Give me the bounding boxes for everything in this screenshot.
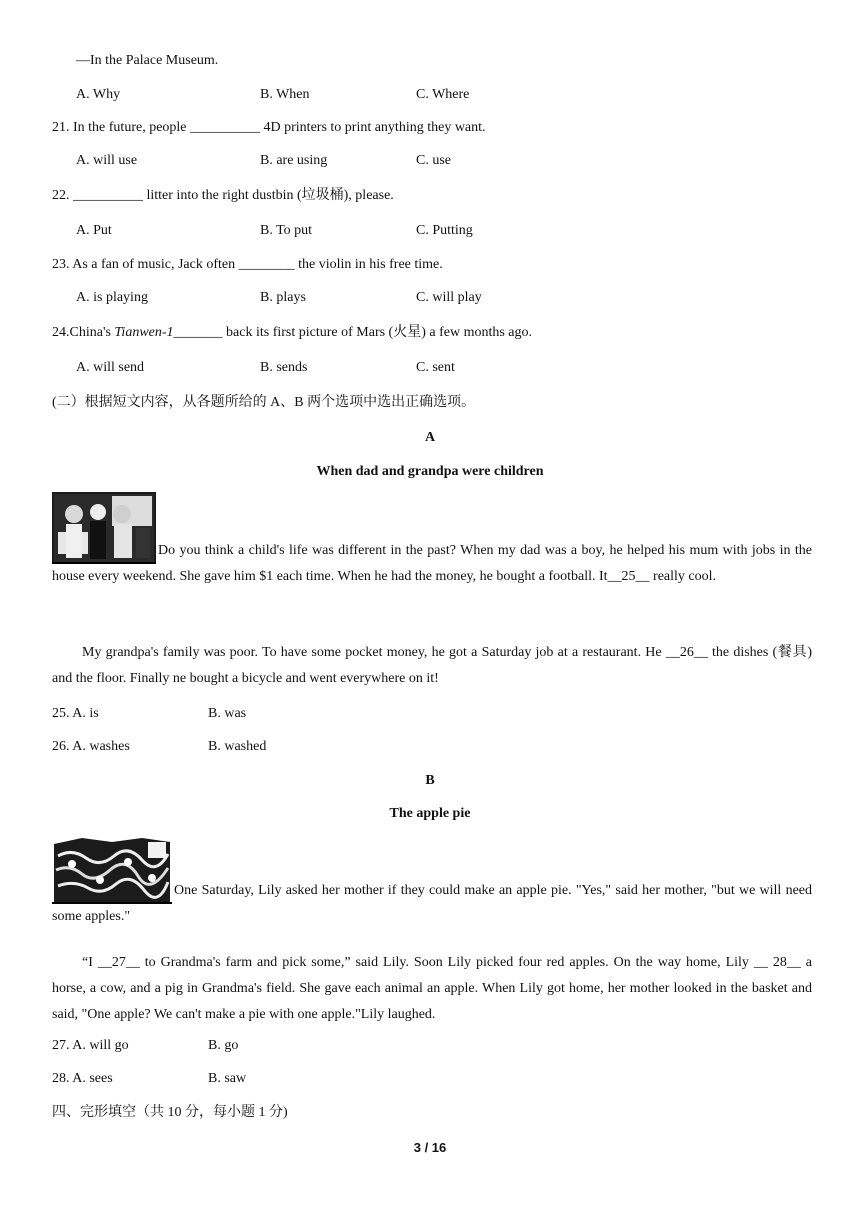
section-heading: (二）根据短文内容，从各题所给的 A、B 两个选项中选出正确选项。 [52,395,476,410]
question-23: 23. As a fan of music, Jack often ________ the violin in his free time. [52,257,443,272]
question-28-option-a: 28. A. sees [52,1071,113,1086]
question-24-italic: Tianwen-1 [114,325,174,340]
option-a: A. will use [76,153,138,168]
question-24-prefix: 24.China's [52,325,115,340]
option-b: B. plays [260,290,306,305]
section-heading: 四、完形填空（共 10 分，每小题 1 分) [52,1105,288,1120]
question-27-option-a: 27. A. will go [52,1038,129,1053]
question-28-option-b: B. saw [208,1071,247,1086]
passage-title: The apple pie [389,806,471,821]
passage-letter: A [424,430,436,445]
option-a: A. Why [76,87,121,102]
option-c: C. will play [416,290,482,305]
page-number: 3 / 16 [413,1140,447,1155]
option-c: C. Where [416,87,470,102]
passage-b-paragraph-2 [52,950,812,1028]
option-b: B. are using [260,153,328,168]
passage-a-text-1: Do you think a child's life was different in the past? When my dad was a boy, he helped his mum with jobs in the house every weekend. She gave him $1 each time. When he had the money, he bought a football. It__25__ really cool. [52,543,812,584]
option-a: A. will send [76,360,145,375]
family-photo [52,492,156,564]
apple-photo [52,836,172,904]
option-a: A. is playing [76,290,148,305]
question-25-option-a: 25. A. is [52,706,99,721]
option-b: B. When [260,87,310,102]
question-21: 21. In the future, people __________ 4D printers to print anything they want. [52,120,486,135]
option-c: C. Putting [416,223,473,238]
option-a: A. Put [76,223,112,238]
option-b: B. sends [260,360,308,375]
answer-line: —In the Palace Museum. [76,53,219,68]
question-25-option-b: B. was [208,706,247,721]
question-27-option-b: B. go [208,1038,239,1053]
option-c: C. sent [416,360,455,375]
apple-photo-graphic [52,836,172,904]
question-24 [52,323,532,343]
passage-title: When dad and grandpa were children [316,464,544,479]
option-b: B. To put [260,223,313,238]
family-photo-graphic [52,492,156,564]
passage-a-paragraph-1 [52,492,812,590]
question-26-option-b: B. washed [208,739,267,754]
question-24-rest: _______ back its first picture of Mars (火星) a few months ago. [173,325,533,340]
passage-b-text-1: One Saturday, Lily asked her mother if they could make an apple pie. "Yes," said her mother, "but we will need some apples." [52,883,812,924]
question-22: 22. __________ litter into the right dustbin (垃圾桶), please. [52,188,394,203]
passage-b-paragraph-1 [52,836,812,930]
passage-a-paragraph-2 [52,640,812,692]
question-26-option-a: 26. A. washes [52,739,130,754]
passage-letter: B [425,773,435,788]
option-c: C. use [416,153,451,168]
passage-b-text-2: “I __27__ to Grandma's farm and pick some,” said Lily. Soon Lily picked four red apples. On the way home, Lily __ 28__ a horse, a cow, and a pig in Grandma's field. She gave each animal an apple. When Lily got home, her mother looked in the basket and said, "One apple? We can't make a pie with one apple."Lily laughed. [52,955,812,1022]
passage-a-text-2: My grandpa's family was poor. To have some pocket money, he got a Saturday job at a restaurant. He __26__ the dishes (餐具) and the floor. Finally ne bought a bicycle and went everywhere on it! [52,645,812,686]
